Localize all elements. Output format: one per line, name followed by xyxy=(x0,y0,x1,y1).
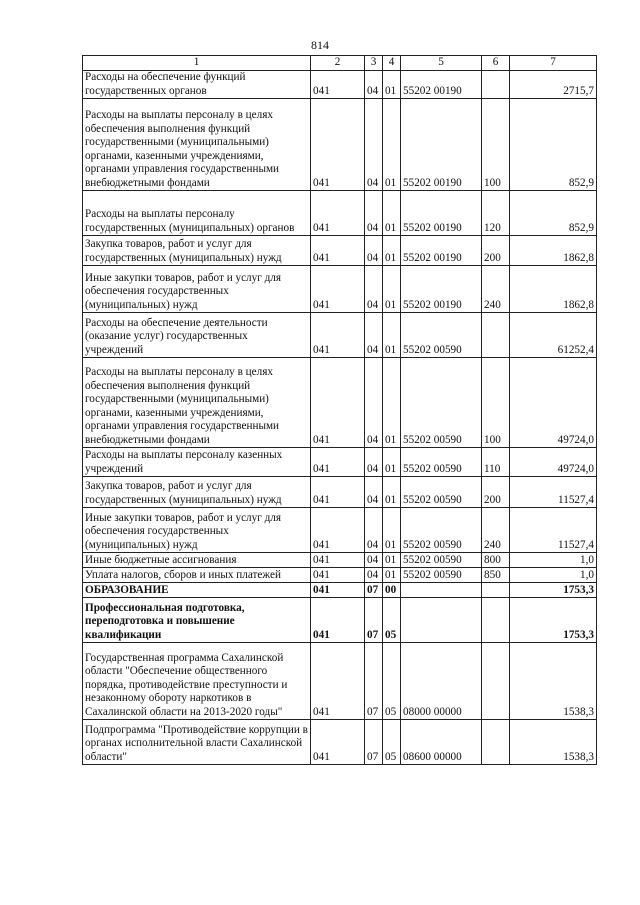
row-expense-type xyxy=(482,313,510,358)
row-article: 55202 00590 xyxy=(401,477,482,508)
row-section: 04 xyxy=(365,553,383,568)
row-expense-type xyxy=(482,598,510,643)
row-article: 55202 00590 xyxy=(401,358,482,448)
table-row xyxy=(83,191,597,236)
row-article: 55202 00590 xyxy=(401,313,482,358)
row-expense-type xyxy=(482,71,510,99)
row-code: 041 xyxy=(311,553,365,568)
row-code: 041 xyxy=(311,313,365,358)
row-subsection: 01 xyxy=(383,568,401,583)
table-row xyxy=(83,720,597,765)
row-sum: 49724,0 xyxy=(510,358,597,448)
page-number: 814 xyxy=(311,38,329,52)
header-col-3: 3 xyxy=(365,56,383,71)
row-code: 041 xyxy=(311,598,365,643)
row-name: ОБРАЗОВАНИЕ xyxy=(83,583,311,598)
row-subsection: 01 xyxy=(383,266,401,313)
row-article: 55202 00190 xyxy=(401,99,482,191)
table-row xyxy=(83,266,597,313)
row-section: 04 xyxy=(365,191,383,236)
row-section: 07 xyxy=(365,643,383,720)
row-subsection: 01 xyxy=(383,99,401,191)
table-row xyxy=(83,598,597,643)
row-name: Профессиональная подготовка, переподготовка и повышение квалификации xyxy=(83,598,311,643)
row-article: 55202 00190 xyxy=(401,266,482,313)
table-body xyxy=(83,71,597,765)
row-expense-type: 120 xyxy=(482,191,510,236)
row-sum: 852,9 xyxy=(510,99,597,191)
row-article: 55202 00590 xyxy=(401,448,482,477)
row-code: 041 xyxy=(311,191,365,236)
row-expense-type: 240 xyxy=(482,508,510,553)
row-section: 04 xyxy=(365,477,383,508)
row-subsection: 05 xyxy=(383,598,401,643)
header-col-7: 7 xyxy=(510,56,597,71)
row-article: 55202 00190 xyxy=(401,191,482,236)
header-row xyxy=(83,56,597,71)
table-row xyxy=(83,358,597,448)
row-subsection: 01 xyxy=(383,236,401,266)
header-col-1: 1 xyxy=(83,56,311,71)
row-sum: 49724,0 xyxy=(510,448,597,477)
row-name: Иные закупки товаров, работ и услуг для обеспечения государственных (муниципальных) нужд xyxy=(83,266,311,313)
row-name: Расходы на обеспечение функций государственных органов xyxy=(83,71,311,99)
row-expense-type: 200 xyxy=(482,477,510,508)
row-expense-type: 850 xyxy=(482,568,510,583)
row-sum: 1,0 xyxy=(510,553,597,568)
row-name: Расходы на выплаты персоналу в целях обеспечения выполнения функций государственными (муниципальными) органами, казенными учреждениями, органами управления государственными внебюджетными фондами xyxy=(83,99,311,191)
row-article: 08600 00000 xyxy=(401,720,482,765)
row-code: 041 xyxy=(311,266,365,313)
row-sum: 61252,4 xyxy=(510,313,597,358)
row-name: Расходы на выплаты персоналу в целях обеспечения выполнения функций государственными (муниципальными) органами, казенными учреждениями, органами управления государственными внебюджетными фондами xyxy=(83,358,311,448)
row-name: Расходы на обеспечение деятельности (оказание услуг) государственных учреждений xyxy=(83,313,311,358)
row-sum: 1538,3 xyxy=(510,643,597,720)
row-sum: 2715,7 xyxy=(510,71,597,99)
row-name: Расходы на выплаты персоналу государственных (муниципальных) органов xyxy=(83,191,311,236)
table-row xyxy=(83,643,597,720)
row-article xyxy=(401,598,482,643)
row-subsection: 01 xyxy=(383,477,401,508)
row-name: Государственная программа Сахалинской области "Обеспечение общественного порядка, противодействие преступности и незаконному обороту наркотиков в Сахалинской области на 2013-2020 годы" xyxy=(83,643,311,720)
row-sum: 1753,3 xyxy=(510,583,597,598)
row-code: 041 xyxy=(311,358,365,448)
row-name: Уплата налогов, сборов и иных платежей xyxy=(83,568,311,583)
row-code: 041 xyxy=(311,236,365,266)
header-col-6: 6 xyxy=(482,56,510,71)
row-section: 04 xyxy=(365,508,383,553)
row-expense-type: 800 xyxy=(482,553,510,568)
row-subsection: 01 xyxy=(383,358,401,448)
row-sum: 1753,3 xyxy=(510,598,597,643)
row-name: Расходы на выплаты персоналу казенных учреждений xyxy=(83,448,311,477)
row-subsection: 01 xyxy=(383,448,401,477)
row-subsection: 01 xyxy=(383,71,401,99)
row-section: 04 xyxy=(365,99,383,191)
table-row xyxy=(83,313,597,358)
row-sum: 11527,4 xyxy=(510,477,597,508)
row-section: 04 xyxy=(365,358,383,448)
row-expense-type: 200 xyxy=(482,236,510,266)
table-row xyxy=(83,71,597,99)
row-code: 041 xyxy=(311,448,365,477)
row-article: 55202 00190 xyxy=(401,236,482,266)
row-subsection: 01 xyxy=(383,191,401,236)
row-code: 041 xyxy=(311,720,365,765)
table-row xyxy=(83,448,597,477)
row-section: 04 xyxy=(365,236,383,266)
header-col-4: 4 xyxy=(383,56,401,71)
header-col-2: 2 xyxy=(311,56,365,71)
row-section: 04 xyxy=(365,313,383,358)
row-name: Закупка товаров, работ и услуг для государственных (муниципальных) нужд xyxy=(83,477,311,508)
row-section: 04 xyxy=(365,71,383,99)
row-name: Иные закупки товаров, работ и услуг для обеспечения государственных (муниципальных) нужд xyxy=(83,508,311,553)
row-code: 041 xyxy=(311,508,365,553)
table-row xyxy=(83,583,597,598)
row-expense-type: 240 xyxy=(482,266,510,313)
row-section: 07 xyxy=(365,720,383,765)
row-section: 04 xyxy=(365,568,383,583)
row-sum: 852,9 xyxy=(510,191,597,236)
row-subsection: 00 xyxy=(383,583,401,598)
row-expense-type xyxy=(482,720,510,765)
header-col-5: 5 xyxy=(401,56,482,71)
table-row xyxy=(83,508,597,553)
row-sum: 11527,4 xyxy=(510,508,597,553)
table-row xyxy=(83,99,597,191)
row-name: Закупка товаров, работ и услуг для государственных (муниципальных) нужд xyxy=(83,236,311,266)
row-code: 041 xyxy=(311,99,365,191)
table-row xyxy=(83,553,597,568)
row-subsection: 01 xyxy=(383,313,401,358)
row-article: 55202 00590 xyxy=(401,553,482,568)
row-section: 07 xyxy=(365,598,383,643)
row-article: 55202 00590 xyxy=(401,568,482,583)
row-subsection: 05 xyxy=(383,643,401,720)
row-expense-type xyxy=(482,643,510,720)
row-subsection: 01 xyxy=(383,508,401,553)
row-expense-type: 100 xyxy=(482,99,510,191)
row-section: 07 xyxy=(365,583,383,598)
row-article: 55202 00590 xyxy=(401,508,482,553)
row-code: 041 xyxy=(311,643,365,720)
row-sum: 1,0 xyxy=(510,568,597,583)
row-article: 08000 00000 xyxy=(401,643,482,720)
row-code: 041 xyxy=(311,477,365,508)
table-row xyxy=(83,236,597,266)
row-expense-type: 110 xyxy=(482,448,510,477)
row-expense-type xyxy=(482,583,510,598)
table-row xyxy=(83,568,597,583)
row-expense-type: 100 xyxy=(482,358,510,448)
row-name: Подпрограмма "Противодействие коррупции в органах исполнительной власти Сахалинской области" xyxy=(83,720,311,765)
row-code: 041 xyxy=(311,568,365,583)
row-sum: 1862,8 xyxy=(510,266,597,313)
budget-table xyxy=(82,55,597,765)
row-sum: 1538,3 xyxy=(510,720,597,765)
row-sum: 1862,8 xyxy=(510,236,597,266)
table-row xyxy=(83,477,597,508)
row-code: 041 xyxy=(311,71,365,99)
row-subsection: 01 xyxy=(383,553,401,568)
row-subsection: 05 xyxy=(383,720,401,765)
row-section: 04 xyxy=(365,266,383,313)
row-section: 04 xyxy=(365,448,383,477)
row-article: 55202 00190 xyxy=(401,71,482,99)
row-code: 041 xyxy=(311,583,365,598)
row-article xyxy=(401,583,482,598)
row-name: Иные бюджетные ассигнования xyxy=(83,553,311,568)
